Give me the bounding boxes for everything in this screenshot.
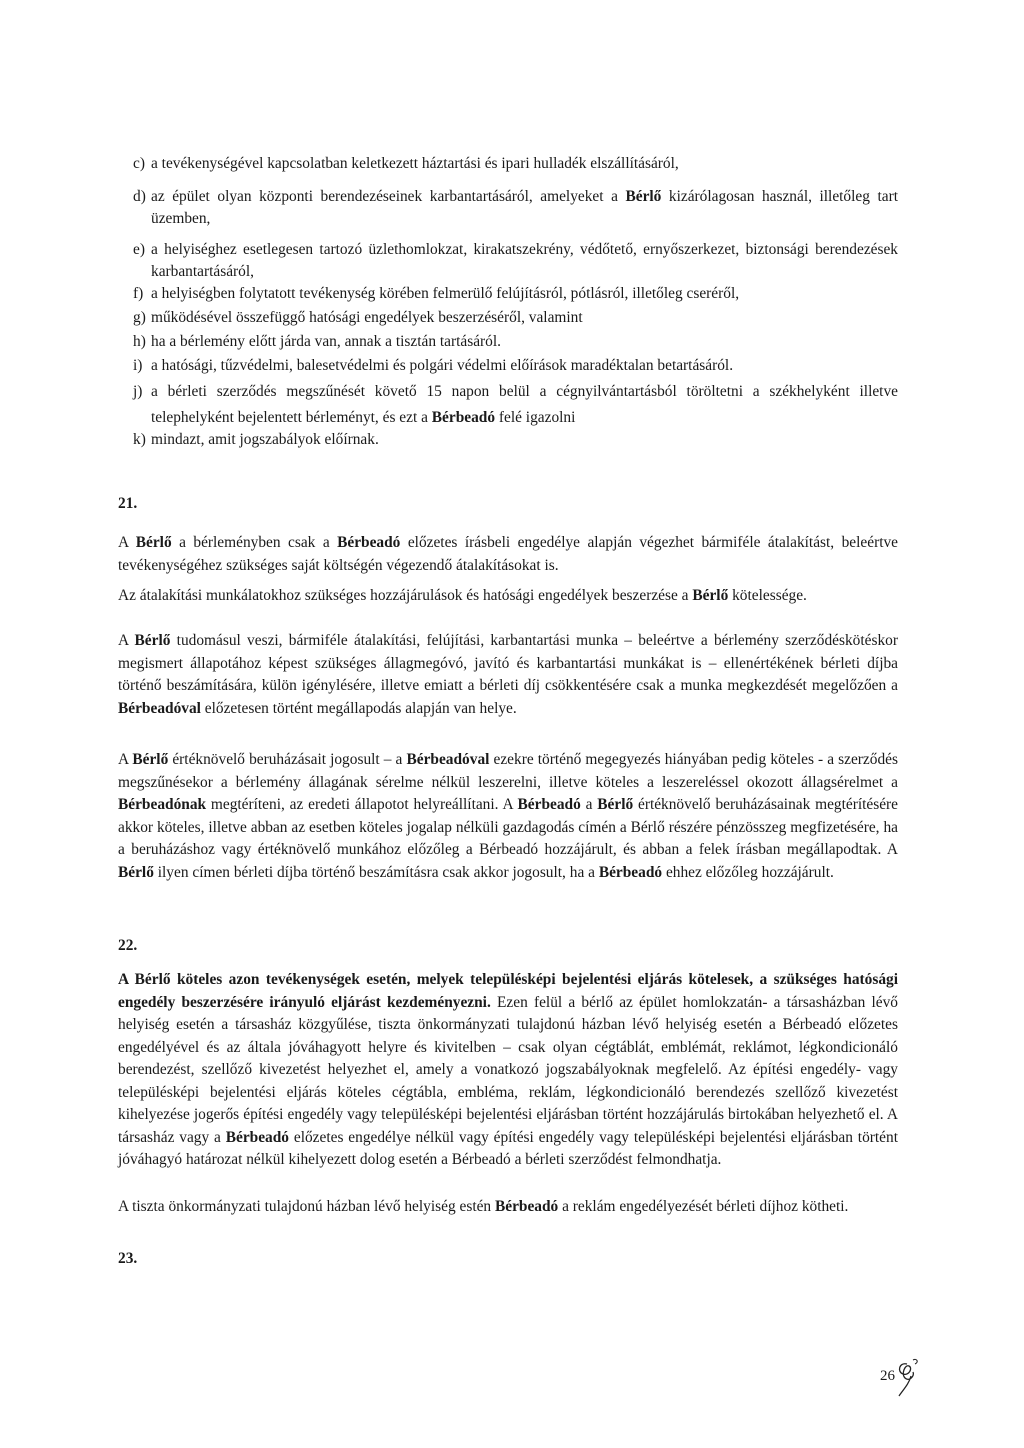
signature-initials — [893, 1356, 923, 1398]
list-text: ha a bérlemény előtt járda van, annak a tisztán tartásáról. — [151, 333, 501, 350]
section-heading-22: 22. — [118, 937, 138, 954]
list-label: k) — [133, 431, 146, 448]
list-label: j) — [133, 383, 143, 400]
list-label: c) — [133, 155, 145, 172]
list-label: i) — [133, 357, 143, 374]
section-heading-23: 23. — [118, 1250, 138, 1267]
list-text: az épület olyan központi berendezéseinek karbantartásáról, amelyeket a Bérlő kizárólagosan használ, illetőleg tart üzemben, — [151, 188, 898, 227]
list-text: a helyiséghez esetlegesen tartozó üzlethomlokzat, kirakatszekrény, védőtető, ernyőszerkezet, biztonsági berendezések karbantartásáról, — [151, 241, 898, 280]
paragraph-21-3: A Bérlő tudomásul veszi, bármiféle átalakítási, felújítási, karbantartási munka – beleértve a bérlemény szerződéskötéskor megismert állapotához képest szükséges állagmegóvó, javító és karbantartási munkákat is – ellenértékének bérleti díjba történő beszámítására, külön igénylésére, illetve emiatt a bérleti díj csökkentésére csak a munka megkezdését megelőzően a Bérbeadóval előzetesen történt megállapodás alapján van helye. — [118, 632, 898, 717]
list-text: a hatósági, tűzvédelmi, balesetvédelmi és polgári védelmi előírások maradéktalan betartásáról. — [151, 357, 734, 374]
list-item-h — [133, 331, 898, 353]
list-text: mindazt, amit jogszabályok előírnak. — [151, 431, 379, 448]
list-text: a helyiségben folytatott tevékenység körében felmerülő felújításról, pótlásról, illetőleg cseréről, — [151, 285, 740, 302]
paragraph-21-2: Az átalakítási munkálatokhoz szükséges hozzájárulások és hatósági engedélyek beszerzése a Bérlő kötelessége. — [118, 587, 807, 604]
list-item-c — [133, 153, 898, 175]
list-label: g) — [133, 309, 146, 326]
paragraph-21-4: A Bérlő értéknövelő beruházásait jogosult – a Bérbeadóval ezekre történő megegyezés hiányában pedig köteles - a szerződés megszűnésekor a bérlemény állagának sérelme nélkül leszerelni, illetve köteles a leszereléssel okozott állagsérelmet a Bérbeadónak megtéríteni, az eredeti állapotot helyreállítani. A Bérbeadó a Bérlő értéknövelő beruházásainak megtérítésére akkor köteles, illetve abban az esetben köteles jogalap nélküli gazdagodás címén a Bérlő részére pénzösszeg megfizetésére, ha a beruházáshoz vagy értéknövelő munkához előzőleg a Bérbeadó hozzájárult, és abban a felek írásban megállapodtak. A Bérlő ilyen címen bérleti díjba történő beszámításra csak akkor jogosult, ha a Bérbeadó ehhez előzőleg hozzájárult. — [118, 751, 898, 881]
list-item-k — [133, 429, 898, 451]
list-item-f — [133, 283, 898, 305]
list-label: f) — [133, 285, 144, 302]
list-item-i — [133, 355, 898, 377]
list-label: d) — [133, 188, 146, 205]
list-text: működésével összefüggő hatósági engedélyek beszerzéséről, valamint — [151, 309, 583, 326]
list-label: h) — [133, 333, 146, 350]
section-heading-21: 21. — [118, 495, 138, 512]
paragraph-22-1: A Bérlő köteles azon tevékenységek esetén, melyek településképi bejelentési eljárás kötelesek, a szükséges hatósági engedély beszerzésére irányuló eljárást kezdeményezni. Ezen felül a bérlő az épület homlokzatán- a társasházban lévő helyiség esetén a társasház közgyűlése, tiszta önkormányzati tulajdonú házban lévő helyiség esetén a Bérbeadó előzetes engedélyével és az általa jóváhagyott helyre és kivitelben – csak olyan cégtáblát, emblémát, reklámot, légkondicionáló berendezést, szellőző kivezetést helyezhet el, amely a vonatkozó jogszabályoknak megfelelő. Az építési engedély- vagy településképi bejelentési eljárás köteles cégtábla, embléma, reklám, légkondicionáló berendezés szellőző kivezetést kihelyezése jogerős építési engedély vagy településképi bejelentési eljárásban történt hozzájárulás birtokában helyezhető el. A társasház vagy a Bérbeadó előzetes engedélye nélkül vagy építési engedély vagy településképi bejelentési eljárásban történt jóváhagyó határozat nélkül kihelyezett dolog esetén a Bérbeadó a bérleti szerződést felmondhatja. — [118, 971, 898, 1168]
list-label: e) — [133, 241, 145, 258]
list-text: a tevékenységével kapcsolatban keletkezett háztartási és ipari hulladék elszállításáról, — [151, 155, 679, 172]
list-item-g — [133, 307, 898, 329]
paragraph-21-1: A Bérlő a bérleményben csak a Bérbeadó előzetes írásbeli engedélye alapján végezhet bármiféle átalakítást, beleértve tevékenységéhez szükséges saját költségén végezendő átalakításokat is. — [118, 534, 898, 574]
list-item-j — [133, 379, 898, 431]
list-item-d — [133, 186, 898, 230]
list-text: a bérleti szerződés megszűnését követő 15 napon belül a cégnyilvántartásból töröltetni a székhelyként illetve telephelyként bejelentett bérleményt, és ezt a Bérbeadó felé igazolni — [151, 383, 898, 426]
list-item-e — [133, 239, 898, 283]
paragraph-22-2: A tiszta önkormányzati tulajdonú házban lévő helyiség estén Bérbeadó a reklám engedélyezését bérleti díjhoz kötheti. — [118, 1198, 849, 1215]
page-number: 26 — [880, 1368, 895, 1384]
